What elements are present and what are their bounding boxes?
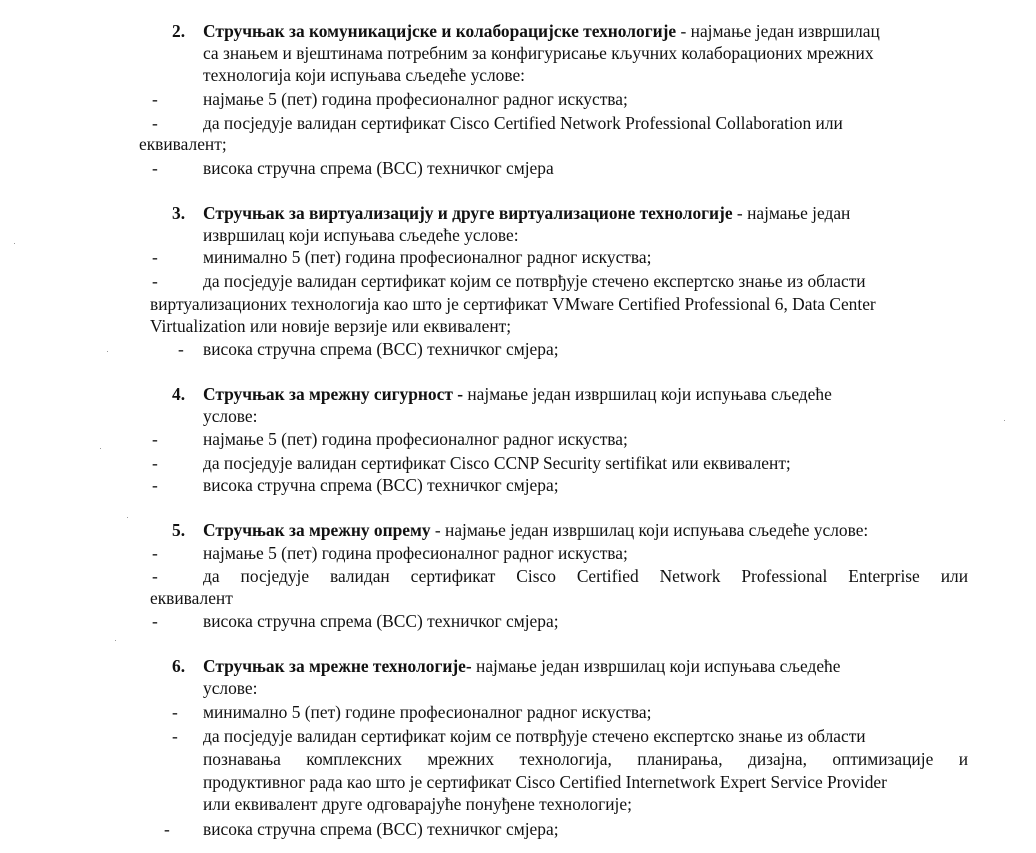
section-heading-line <box>203 519 868 541</box>
list-item: минимално 5 (пет) године професионалног радног искуства; <box>203 702 652 722</box>
section-intro-text: са знањем и вјештинама потребним за конфигурисање кључних колаборационих мрежних <box>203 43 874 63</box>
section-intro-text: услове: <box>203 406 258 426</box>
list-item: минимално 5 (пет) година професионалног радног искуства; <box>203 247 652 267</box>
bullet-dash: - <box>152 475 158 495</box>
section-number: 5. <box>172 520 186 540</box>
section-heading: Стручњак за мрежну сигурност - <box>203 384 464 404</box>
section-heading: Стручњак за мрежне технологије- <box>203 656 472 676</box>
bullet-dash: - <box>152 113 158 133</box>
list-item-continuation: Virtualization или новије верзије или еквивалент; <box>150 316 512 336</box>
section-intro-text: - најмање један извршилац који испуњава сљедеће услове: <box>430 520 869 540</box>
bullet-dash: - <box>152 271 158 291</box>
scan-speck <box>100 448 101 449</box>
section-intro-text: услове: <box>203 678 258 698</box>
bullet-dash: - <box>152 89 158 109</box>
section-intro-text: - најмање један <box>732 203 851 223</box>
list-item: најмање 5 (пет) година професионалног радног искуства; <box>203 429 628 449</box>
list-item-continuation: или еквивалент друге одговарајуће понуђене технологије; <box>203 794 632 814</box>
section-heading: Стручњак за виртуализацију и друге виртуализационе технологије <box>203 203 733 223</box>
bullet-dash: - <box>152 611 158 631</box>
bullet-dash: - <box>178 339 184 359</box>
section-heading-line <box>203 655 840 677</box>
list-item: висока стручна спрема (ВСС) техничког смјера; <box>203 475 559 495</box>
list-item: да посједује валидан сертификат којим се потврђује стечено експертско знање из области <box>203 271 866 291</box>
section-heading-line <box>203 202 850 224</box>
bullet-dash: - <box>172 726 178 746</box>
list-item: најмање 5 (пет) година професионалног радног искуства; <box>203 543 628 563</box>
list-item: висока стручна спрема (ВСС) техничког смјера; <box>203 339 559 359</box>
section-intro-text: најмање један извршилац који испуњава сљедеће <box>463 384 832 404</box>
list-item: да посједује валидан сертификат Cisco CCNP Security sertifikat или еквивалент; <box>203 453 791 473</box>
section-intro-text: извршилац који испуњава сљедеће услове: <box>203 225 519 245</box>
list-item: да посједује валидан сертификат којим се потврђује стечено експертско знање из области <box>203 726 866 746</box>
list-item: висока стручна спрема (ВСС) техничког смјера; <box>203 611 559 631</box>
list-item-continuation: еквивалент <box>150 588 233 608</box>
bullet-dash: - <box>152 158 158 178</box>
section-number: 3. <box>172 203 186 223</box>
scan-speck <box>14 243 15 244</box>
bullet-dash: - <box>152 429 158 449</box>
section-number: 2. <box>172 21 186 41</box>
list-item-continuation: продуктивног рада као што је сертификат Cisco Certified Internetwork Expert Service Provider <box>203 772 887 792</box>
scan-speck <box>127 517 128 518</box>
section-intro-text: - најмање један извршилац <box>676 21 880 41</box>
list-item-continuation: виртуализационих технологија као што је сертификат VMware Certified Professional 6, Data Center <box>150 294 876 314</box>
bullet-dash: - <box>152 566 158 586</box>
list-item: да посједује валидан сертификат Cisco Certified Network Professional Enterprise или <box>203 566 968 586</box>
section-number: 6. <box>172 656 186 676</box>
bullet-dash: - <box>152 247 158 267</box>
list-item-continuation: познавања комплексних мрежних технологија, планирања, дизајна, оптимизације и <box>203 749 968 769</box>
bullet-dash: - <box>164 819 170 839</box>
scan-speck <box>1004 420 1005 421</box>
scan-speck <box>107 351 108 352</box>
section-heading-line <box>203 383 832 405</box>
section-intro-text: технологија који испуњава сљедеће услове: <box>203 65 526 85</box>
list-item: најмање 5 (пет) година професионалног радног искуства; <box>203 89 628 109</box>
section-heading-line <box>203 20 880 42</box>
section-intro-text: најмање један извршилац који испуњава сљедеће <box>471 656 841 676</box>
list-item: висока стручна спрема (ВСС) техничког смјера <box>203 158 554 178</box>
bullet-dash: - <box>172 702 178 722</box>
bullet-dash: - <box>152 453 158 473</box>
section-heading: Стручњак за комуникацијске и колаборацијске технологије <box>203 21 677 41</box>
section-heading: Стручњак за мрежну опрему <box>203 520 431 540</box>
list-item-continuation: еквивалент; <box>139 134 227 154</box>
bullet-dash: - <box>152 543 158 563</box>
list-item: висока стручна спрема (ВСС) техничког смјера; <box>203 819 559 839</box>
scan-speck <box>115 640 116 641</box>
list-item: да посједује валидан сертификат Cisco Certified Network Professional Collaboration или <box>203 113 843 133</box>
section-number: 4. <box>172 384 186 404</box>
